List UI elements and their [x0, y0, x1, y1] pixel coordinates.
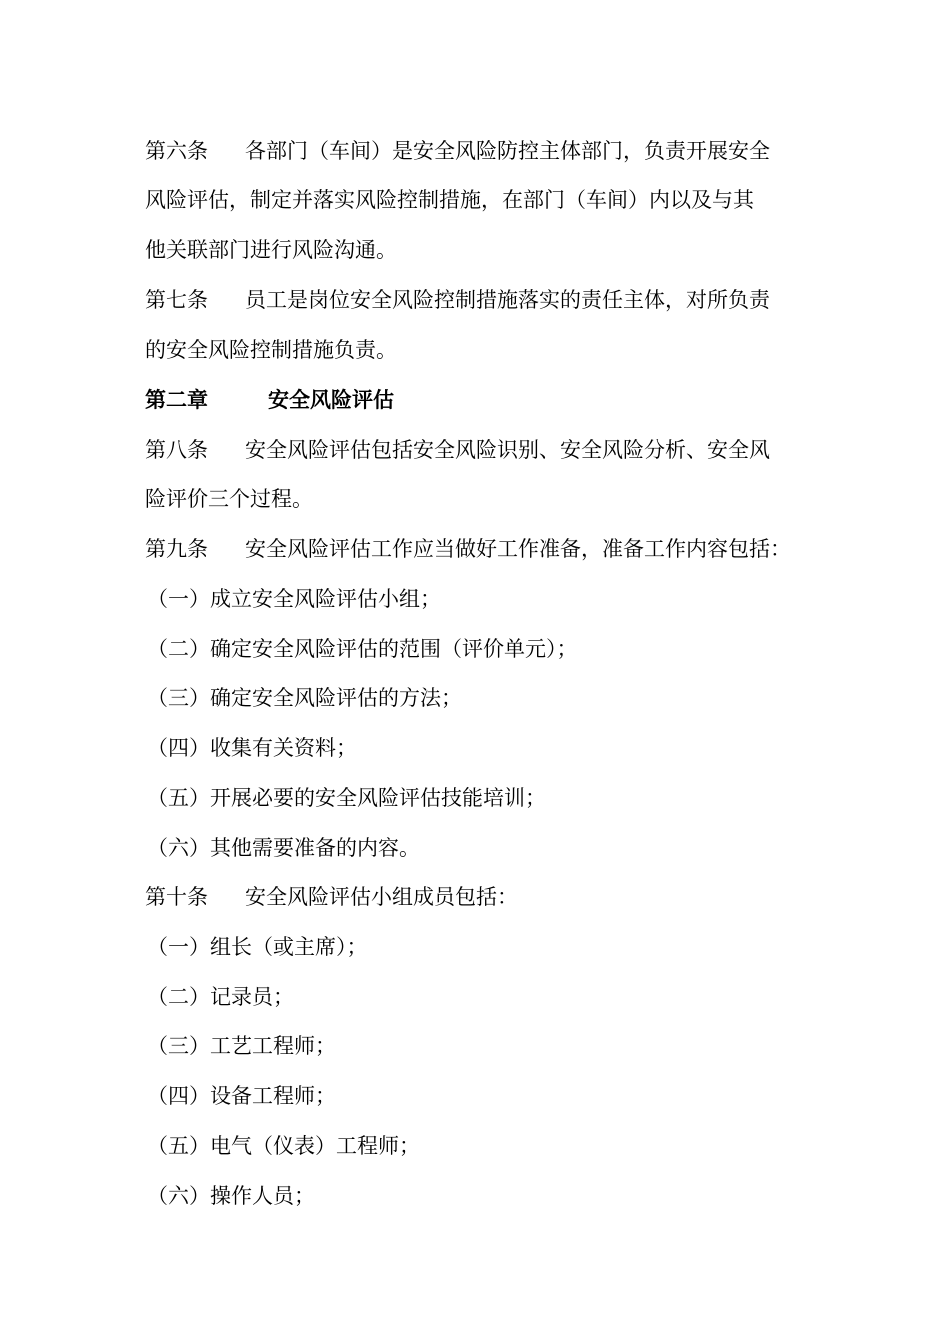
article-9-text-1: 安全风险评估工作应当做好工作准备，准备工作内容包括： [245, 537, 791, 561]
list-item: （四）设备工程师； [147, 1084, 336, 1108]
chapter-heading [145, 386, 394, 414]
article-10-line-1 [145, 883, 518, 911]
article-6-line-3: 他关联部门进行风险沟通。 [145, 238, 397, 262]
list-item: （二）确定安全风险评估的范围（评价单元）； [147, 637, 578, 661]
article-8-line-2: 险评价三个过程。 [145, 487, 313, 511]
article-7-line-1 [145, 286, 770, 314]
list-item: （一）组长（或主席）； [147, 935, 368, 959]
list-item: （一）成立安全风险评估小组； [147, 587, 441, 611]
list-item: （四）收集有关资料； [147, 736, 357, 760]
article-7-text-1: 员工是岗位安全风险控制措施落实的责任主体，对所负责 [245, 288, 770, 312]
article-7-line-2: 的安全风险控制措施负责。 [145, 338, 397, 362]
chapter-title: 安全风险评估 [268, 387, 394, 412]
list-item: （五）电气（仪表）工程师； [147, 1134, 420, 1158]
list-item: （三）确定安全风险评估的方法； [147, 686, 462, 710]
article-9-label: 第九条 [145, 537, 208, 561]
article-8-label: 第八条 [145, 438, 208, 462]
article-6-line-1 [145, 137, 770, 165]
article-8-line-1 [145, 436, 770, 464]
article-9-line-1 [145, 535, 791, 563]
list-item: （六）其他需要准备的内容。 [147, 836, 420, 860]
chapter-label: 第二章 [145, 387, 208, 412]
article-7-label: 第七条 [145, 288, 208, 312]
article-6-text-1: 各部门（车间）是安全风险防控主体部门，负责开展安全 [245, 139, 770, 163]
list-item: （五）开展必要的安全风险评估技能培训； [147, 786, 546, 810]
list-item: （三）工艺工程师； [147, 1034, 336, 1058]
article-10-label: 第十条 [145, 885, 208, 909]
article-10-text-1: 安全风险评估小组成员包括： [245, 885, 518, 909]
article-8-text-1: 安全风险评估包括安全风险识别、安全风险分析、安全风 [245, 438, 770, 462]
list-item: （六）操作人员； [147, 1184, 315, 1208]
article-6-line-2: 风险评估，制定并落实风险控制措施，在部门（车间）内以及与其 [145, 188, 754, 212]
article-6-label: 第六条 [145, 139, 208, 163]
list-item: （二）记录员； [147, 985, 294, 1009]
